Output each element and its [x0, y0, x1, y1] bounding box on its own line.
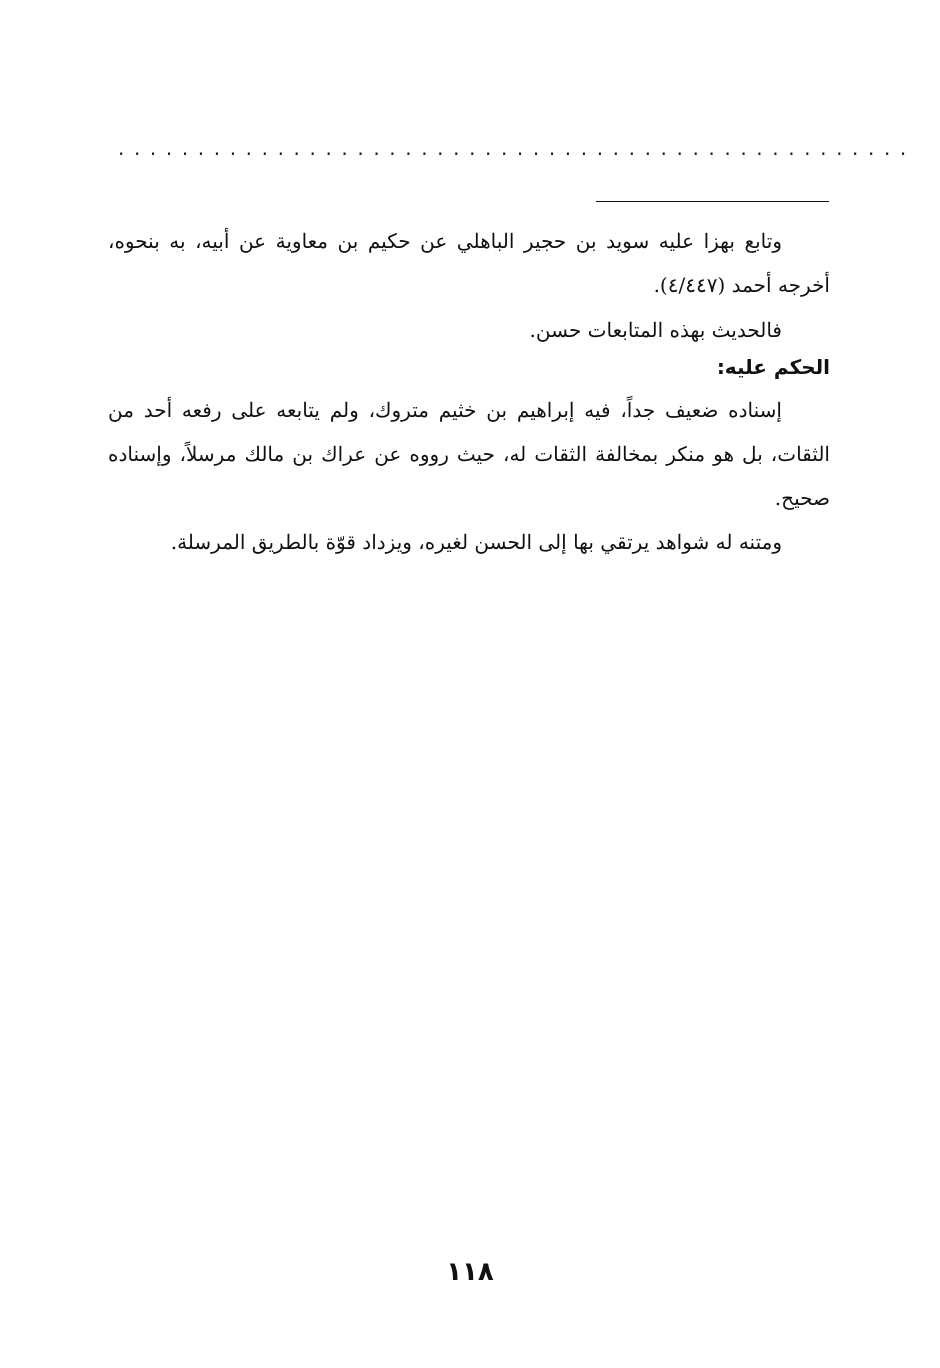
ruling-heading: الحكم عليه: — [716, 355, 830, 379]
paragraph-supporting-evidence: ومتنه له شواهد يرتقي بها إلى الحسن لغيره، ويزداد قوّة بالطريق المرسلة. — [170, 530, 782, 554]
footnote-rule — [596, 201, 829, 202]
paragraph-corroboration: وتابع بهزا عليه سويد بن حجير الباهلي عن حكيم بن معاوية عن أبيه، به بنحوه، أخرجه أحمد (٤/٤٤٧). — [108, 229, 830, 297]
page-number: ١١٨ — [446, 1257, 494, 1287]
paragraph-conclusion: فالحديث بهذه المتابعات حسن. — [529, 318, 782, 342]
paragraph-ruling: إسناده ضعيف جداً، فيه إبراهيم بن خثيم متروك، ولم يتابعه على رفعه أحد من الثقات، بل هو منكر بمخالفة الثقات له، حيث رووه عن عراك بن مالك مرسلاً، وإسناده صحيح. — [108, 398, 830, 510]
dotted-separator: .................................................. — [118, 136, 916, 160]
